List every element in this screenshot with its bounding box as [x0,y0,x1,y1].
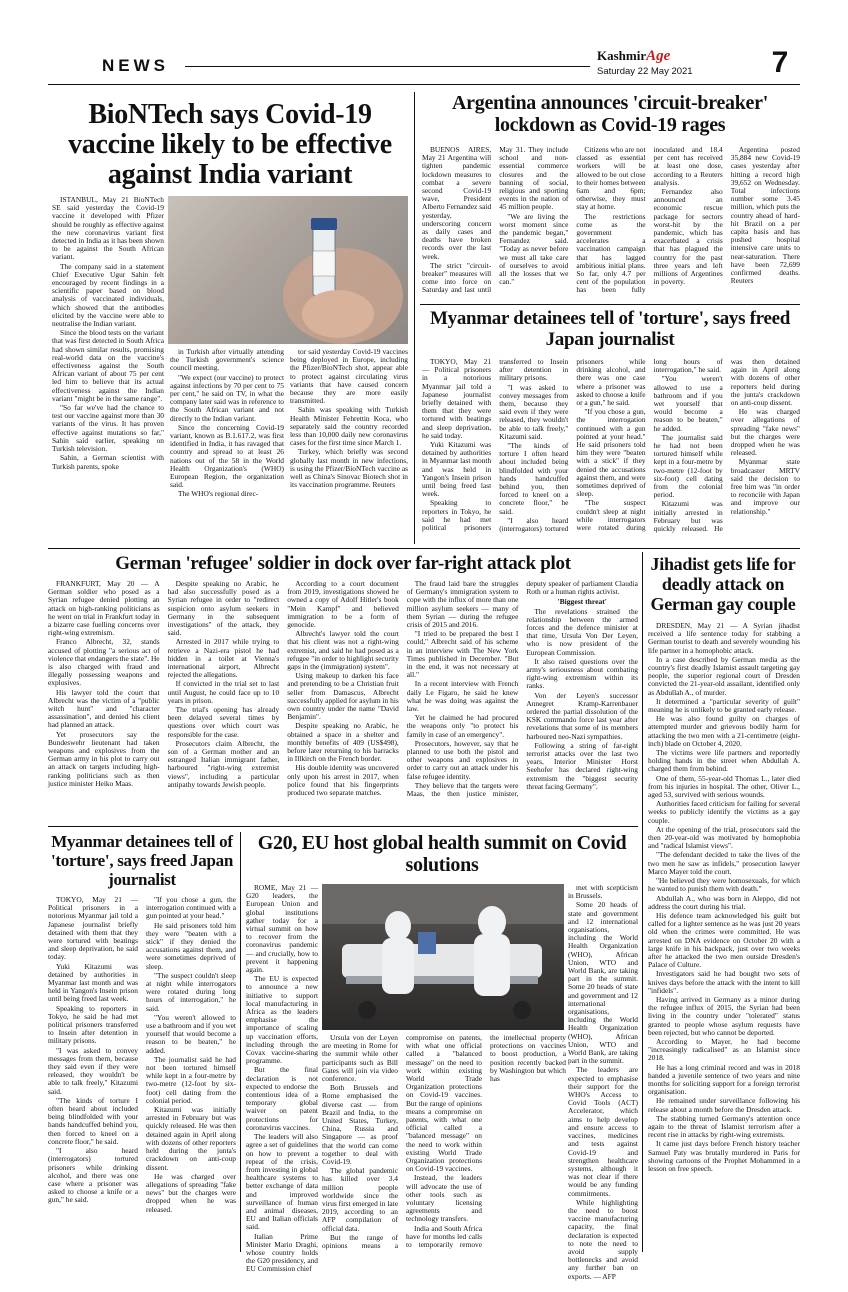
paragraph: His lawyer told the court that Albrecht was the victim of a "public witch hunt" and "character assassination", and denied his client had planned an attack. [48,687,160,730]
paragraph: in Turkish after virtually attending the Turkish government's science council meeting. [170,347,284,373]
paragraph: Following a string of far-right terrorist attacks over the last two years, Interior Minister Horst Seehofer has declared right-wing extremism the "biggest security threat facing Germany". [526,740,638,791]
paragraph: The victims were life partners and reportedly holding hands in the street when Abdullah A. charged them from behind. [648,748,800,774]
brand-logo-a: Kashmir [597,48,647,63]
paragraph: The restrictions come as the government accelerates a vaccination campaign that has lagged ambitious initial plans. So far, only 4.7 per cent of the population has been fully inoculated and 18.4 per cent has received at least one dose, according to a Reuters analysis. [576,145,723,295]
paragraph: The leaders are expected to emphasise their support for the WHO's Access to Covid Tools (ACT) Accelerator, which aims to help develop and ensure access to vaccines, medicines and tests against Covid-19 and strengthen healthcare systems, although it was not clear if there would be any funding commitments. [568,1065,638,1198]
paragraph: He was charged over allegations of spreading "fake news" but the charges were dropped when he was released. [146,1171,236,1214]
paragraph: In a case described by German media as the country's first deadly Islamist assault targeting gay people, the superior regional court of Dresden convicted the 21-year-old assailant, identified only as Abdullah A., of murder. [648,654,800,697]
paragraph: They believe that the targets were Maas, the then justice minister, deputy speaker of parliament Claudia Roth or a human rights activist. [406,579,638,799]
paragraph: "I also heard (interrogators) tortured prisoners while drinking alcohol, and there was one case where a prisoner was asked to choose a knife or a gun," he said. [48,1146,138,1205]
biontech-headline: BioNTech says Covid-19 vaccine likely to be effective against India variant [68,99,392,190]
horizontal-divider [48,548,800,549]
paragraph: Fernandez also announced an economic rescue package for sectors worst-hit by the pandemic, which has exacerbated a crisis that has plagued the country for the past three years and left millions of Argentines in poverty. [653,187,723,287]
paragraph: "So far we've had the chance to test our vaccine against more than 30 variants of the virus. It has proven effective against mutations so far," Sahin said earlier, speaking on Turkish television. [52,403,164,454]
biontech-col1 [52,196,164,549]
page-number: 7 [771,46,789,79]
paragraph: The trial's opening has already been delayed several times by questions over which court was responsible for the case. [167,705,280,739]
jihadist-headline: Jihadist gets life for deadly attack on German gay couple [650,554,796,614]
horizontal-divider [48,826,638,827]
paragraph: "We are living the worst moment since the pandemic began," Fernandez said. "Today as never before we must all take care of ourselves to avoid all the losses that we can." [499,211,569,287]
health-workers-photo [322,884,564,1030]
paragraph: Franco Albrecht, 32, stands accused of plotting "a serious act of violence that endangers the state". He is also charged with fraud and illegally possessing weapons and explosives. [48,637,160,688]
paragraph: Arrested in 2017 while trying to retrieve a Nazi-era pistol he had hidden in a toilet at Vienna's international airport, Albrecht rejected the allegations. [167,637,280,680]
myanmar-top-headline: Myanmar detainees tell of 'torture', says freed Japan journalist [429,308,791,350]
paragraph: Abdullah A., who was born in Aleppo, did not address the court during his trial. [648,893,800,911]
vaccine-vial-photo [168,196,408,344]
paragraph: The fraud laid bare the struggles of Germany's immigration system to cope with the influx of more than one million asylum seekers — many of them Syrian — during the refugee crisis of 2015 and 2016. [406,579,519,630]
paragraph: "The suspect couldn't sleep at night while interrogators were rotated during long hours of interrogation," he said. [146,970,236,1013]
paragraph: Speaking to reporters in Tokyo, he said he had met political prisoners transferred to Insein after detention in military prisons. [422,357,569,533]
paragraph: His defence team acknowledged his guilt but called for a lighter sentence as he was just 20 years old when the crimes were committed. He was arrested on DNA evidence on October 20 with a large knife in his backpack, just over two weeks after he attacked the two men outside Dresden's Palace of Culture. [648,910,800,970]
paragraph: The WHO's regional direc- [178,489,259,499]
paragraph: It also raised questions over the army's seriousness about combating right-wing extremism within its ranks. [526,656,638,691]
paragraph: "You weren't allowed to use a bathroom and if you wet yourself that would become a reason to be beaten," he added. [146,1012,236,1055]
subheading: 'Biggest threat' [557,597,607,607]
paragraph: Having arrived in Germany as a minor during the refugee influx of 2015, the Syrian had been living in the country under "tolerated" status granted to people whose asylum requests have been rejected, but who cannot be deported. [648,994,800,1037]
paragraph: Kitazumi was initially arrested in February but was quickly released. He was then detained again in April along with dozens of other reporters held during the junta's crackdown on anti-coup dissent. [653,357,800,534]
paragraph: "The suspect couldn't sleep at night while interrogators were rotated during long hours of interrogation," he said. [576,357,723,533]
myanmar-top-body [422,358,800,544]
paragraph: One of them, 55-year-old Thomas L., later died from his injuries in hospital. The other, Oliver L., aged 53, survived with serious wounds. [648,773,800,800]
german-refugee-headline: German 'refugee' soldier in dock over far-right attack plot [115,553,571,574]
paragraph: Argentina posted 35,884 new Covid-19 cases yesterday after hitting a record high 39,652 on Wednesday. Total infections number some 3.45 million, which puts the country ahead of hard-hit Brazil on a per capita basis and has pushed hospital intensive care units to near-saturation. There have been 72,699 confirmed deaths. Reuters [730,145,800,286]
vertical-divider [642,552,643,1252]
paragraph: Albrecht's lawyer told the court that his client was not a right-wing extremist, and said he had posed as a refugee "in order to highlight security gaps in the (immigration) system". [287,629,399,672]
g20-col-mid [322,1033,566,1252]
paragraph: Using makeup to darken his face and pretending to be a Christian fruit seller from Damascus, Albrecht successfully applied for asylum in his own country under the name "David Benjamin". [287,671,399,722]
paragraph: "You weren't allowed to use a bathroom and if you wet yourself that would become a reason to be beaten," he added. [653,374,723,433]
paragraph: Investigators said he had bought two sets of knives days before the attack with the intent to kill "infidels". [648,969,800,995]
paragraph: The revelations strained the relationship between the armed forces and the defence minister at that time, Ursula Von Der Leyen, who is now president of the European Commission. [526,606,638,657]
biontech-col3 [290,348,408,548]
paragraph: Despite speaking no Arabic, he obtained a space in a shelter and monthly benefits of 409 (US$498), before later returning to his barracks in Illkirch on the French border. [287,721,399,764]
paragraph: Yet prosecutors say the Bundeswehr lieutenant had taken weapons and explosives from the German army in his plot to carry out an attack on targets including high-ranking politicians such as then justice minister Heiko Maas. [48,729,160,788]
paragraph: TOKYO, May 21 — Political prisoners in a notorious Myanmar jail told a Japanese journalist briefly detained with them that they were tortured with beatings and sleep deprivation, he said today. [422,357,492,440]
g20-col-right [568,883,638,1281]
paragraph: Sahin, a German scientist with Turkish parents, spoke [52,453,164,471]
paragraph: "I tried to be prepared the best I could," Albrecht said of his scheme in an interview with The New York Times published in December. "But in the end, it was not necessary at all." [406,629,519,680]
divider [420,304,800,305]
brand-logo-b: Age [646,48,671,64]
paragraph: TOKYO, May 21 — Political prisoners in a notorious Myanmar jail told a Japanese journalist briefly detained with them that they were tortured with beatings and sleep deprivation, he said today. [48,895,138,962]
paragraph: But the final declaration is not expected to endorse the contentious idea of a temporary global waiver on patent protections for coronavirus vaccines. [246,1065,318,1132]
masthead-rule [185,66,590,67]
german-refugee-body [48,580,638,822]
paragraph: "If you chose a gun, the interrogation continued with a gun pointed at your head." [146,895,236,921]
paragraph: He was charged over allegations of spreading "fake news" but the charges were dropped when he was released. [730,407,800,458]
paragraph: It determined a "particular severity of guilt" meaning he is unlikely to be granted early release. [648,696,800,715]
argentina-headline: Argentina announces 'circuit-breaker' lockdown as Covid-19 rages [452,92,768,136]
paragraph: "If you chose a gun, the interrogation continued with a gun pointed at your head." He said prisoners told him they were "beaten with a stick" if they denied the accusations against them, and were sometimes deprived of sleep. [576,407,646,499]
paragraph: Prosecutors claim Albrecht, the son of a German mother and an estranged Italian immigrant father, harboured "right-wing extremist views", including a particular antipathy towards Jewish people. [167,738,280,789]
argentina-body [422,146,800,302]
paragraph: The journalist said he had not been tortured himself while kept in a four-metre by two-metre (12-foot by six-foot) cell dating from the colonial period. [146,1054,236,1105]
paragraph: Citizens who are not classed as essential workers will be allowed to be out close to their homes between 6am and 6pm; otherwise, they must stay at home. [576,145,646,212]
paragraph: Speaking to reporters in Tokyo, he said he had met political prisoners transferred to Insein after detention in military prisons. [48,1003,138,1046]
paragraph: Yuki Kitazumi was detained by authorities in Myanmar last month and was held in Yangon's Insein prison until being freed last week. [422,440,492,499]
paragraph: "He believed they were homosexuals, for which he wanted to punish them with death." [648,876,800,894]
paragraph: "I was asked to convey messages from them, because they said even if they were released, they wouldn't be able to talk freely," Kitazumi said. [499,382,569,441]
paragraph: ROME, May 21 — G20 leaders, the European Union and global institutions gather today for a virtual summit on how to recover from the coronavirus pandemic — and crucially, how to prevent it happening again. [246,883,318,975]
paragraph: Despite speaking no Arabic, he had also successfully posed as a Syrian refugee in order to "redirect suspicion onto asylum seekers in Germany in the subsequent investigations" of the attack, they said. [167,579,280,638]
paragraph: But the range of opinions means a compromise on patents, with what one official called a "balanced message" on the need to work within existing World Trade Organization protections on Covid-19 vaccines. But the range of opinions means a compromise on patents, with what one official called a "balanced message" on the need to work within existing World Trade Organization protections on Covid-19 vaccines. [322,1033,482,1251]
paragraph: Italian Prime Minister Mario Draghi, whose country holds the G20 presidency, and EU Commission chief [246,1231,318,1274]
paragraph: Some 20 heads of state and government and 12 international organisations, including the World Health Organization (WHO), African Union, WTO and World Bank, are taking part in the summit. Some 20 heads of state and government and 12 international organisations, including the World Health Organization (WHO), African Union, WTO and World Bank, are taking part in the summit. [568,900,638,1066]
paragraph: In a recent interview with French daily Le Figaro, he said he knew what he was doing was against the law. [406,679,519,714]
paragraph: Myanmar state broadcaster MRTV said the decision to free him was "in order to reconcile with Japan and improve our relationship." [730,457,800,516]
paragraph: Ursula von der Leyen are meeting in Rome for the summit while other participants such as Bill Gates will join via video conference. [322,1033,398,1084]
paragraph: "The defendant decided to take the lives of the two men he saw as infidels," prosecution lawyer Marco Mayer told the court. [648,850,800,876]
issue-date: Saturday 22 May 2021 [597,66,693,77]
paragraph: met with scepticism in Brussels. [568,883,638,901]
paragraph: Turkey, which briefly was second globally last month in new infections, is using the Pfizer/BioNTech vaccine as well as China's Sinovac Biotech shot in its vaccination programme. Reuters [290,447,408,490]
paragraph: While highlighting the need to boost vaccine manufacturing capacity, the final declaration is expected to note the need to avoid supply bottlenecks and avoid any further ban on exports. — AFP [568,1197,638,1281]
paragraph: tor said yesterday Covid-19 vaccines being deployed in Europe, including the Pfizer/BioNTech shot, appear able to protect against circulating virus variants that have caused concern because they are more easily transmitted. [290,347,408,406]
vertical-divider [414,92,415,544]
paragraph: Von der Leyen's successor Annegret Kramp-Karrenbauer ordered the partial dissolution of the KSK commando force last year after revelations that some of its members harboured neo-Nazi sympathies. [526,690,638,741]
paragraph: According to a court document from 2019, investigations showed he owned a copy of Adolf Hitler's book "Mein Kampf" and believed immigration to be a form of genocide. [287,579,399,630]
paragraph: The journalist said he had not been tortured himself while kept in a four-metre by two-metre (12-foot by six-foot) cell dating from the colonial period. [653,432,723,500]
myanmar-bottom-body [48,896,236,1252]
paragraph: Yuki Kitazumi was detained by authorities in Myanmar last month and was held in Yangon's Insein prison until being freed last week. [48,961,138,1004]
paragraph: It came just days before French history teacher Samuel Paty was brutally murdered in Paris for showing cartoons of the Prophet Mohammed in a lesson on free speech. [648,1139,800,1173]
paragraph: The company said in a statement Chief Executive Ugur Sahin felt encouraged by recent findings in a scientific paper based on blood analysis of vaccinated individuals, which showed that the antibodies elicited by the vaccine were able to neutralise the Indian variant. [52,261,164,329]
biontech-col2 [170,348,284,548]
jihadist-body [648,622,800,1250]
brand-logo [597,48,707,66]
paragraph: DRESDEN, May 21 — A Syrian jihadist received a life sentence today for stabbing a German tourist to death and severely wounding his life partner in a homophobic attack. [648,621,800,655]
paragraph: His double identity was uncovered only upon his arrest in 2017, when police found that his fingerprints produced two separate matches. [287,763,399,798]
paragraph: The EU is expected to announce a new initiative to support local manufacturing in Africa as the leaders emphasise the importance of scaling up vaccination efforts, including through the Covax vaccine-sharing programme. [246,974,318,1066]
paragraph: The global pandemic has killed over 3.4 million people worldwide since the virus first emerged in late 2019, according to an AFP compilation of official data. [322,1166,398,1233]
g20-headline: G20, EU host global health summit on Covid solutions [257,832,627,876]
paragraph: Authorities faced criticism for failing for several weeks to publicly identify the victims as a gay couple. [648,799,800,825]
g20-col-left [246,883,318,1274]
paragraph: "I was asked to convey messages from them, because they said even if they were released, they wouldn't be able to talk freely," Kitazumi said. [48,1045,138,1096]
paragraph: The stabbing turned Germany's attention once again to the threat of Islamist terrorism after a recent rise in attacks by right-wing extremists. [648,1113,800,1140]
paragraph: Prosecutors, however, say that he planned to use both the pistol and other weapons and explosives in order to carry out an attack under his false refugee identity. [406,738,519,781]
paragraph: Both Brussels and Rome emphasised the diverse cast — from Brazil and India, to the United States, Turkey, China, Russia and Singapore — as proof that the world can come together to deal with Covid-19. [322,1083,398,1167]
vertical-divider [240,832,241,1252]
paragraph: Since the blood tests on the variant that was first detected in South Africa had shown similar results, promising real-world data on the vaccine's effectiveness against the South African variant of about 75 per cent led him to believe that its actual effectiveness against the Indian variant "might be in the same range". [52,328,164,403]
paragraph: Kitazumi was initially arrested in February but was quickly released. He was then detained again in April along with dozens of other reporters held during the junta's crackdown on anti-coup dissent. [146,1105,236,1172]
paragraph: He remained under surveillance following his release about a month before the Dresden attack. [648,1096,800,1114]
paragraph: According to Mayer, he had become "increasingly radicalised" as an Islamist since 2018. [648,1036,800,1063]
paragraph: If convicted in the trial set to last until August, he could face up to 10 years in prison. [167,679,280,705]
paragraph: BUENOS AIRES, May 21 Argentina will tighten pandemic lockdown measures to combat a severe second Covid-19 wave, President Alberto Fernandez said yesterday, underscoring concern as daily cases and deaths have broken records over the last week. [422,145,492,261]
paragraph: Instead, the leaders will advocate the use of other tools such as voluntary licensing agreements and technology transfers. [406,1173,482,1224]
paragraph: At the opening of the trial, prosecutors said the then 20-year-old was motivated by homophobia and "radical Islamist views". [648,824,800,851]
paragraph: The leaders will also agree a set of guidelines on how to prevent a repeat of the crisis, from investing in global healthcare systems to better exchange of data and improved surveillance of human and animal diseases, EU and Italian officials said. [246,1132,318,1232]
paragraph: FRANKFURT, May 20 — A German soldier who posed as a Syrian refugee denied plotting an attack on high-ranking politicians as he went on trial in Frankfurt today in a bizarre case fuelling concerns over right-wing extremism. [48,579,160,638]
paragraph: "I also heard (interrogators) tortured prisoners while drinking alcohol, and there was one case where a prisoner was asked to choose a knife or a gun," he said. [499,357,646,534]
paragraph: ISTANBUL, May 21 BioNTech SE said yesterday the Covid-19 vaccine it developed with Pfizer should be roughly as effective against the new coronavirus variant first detected in India as it has been shown to be against the South African variant. [52,195,164,262]
paragraph: He has a long criminal record and was in 2018 handed a juvenile sentence of two years and nine months for soliciting support for a foreign terrorist organisation. [648,1062,800,1097]
paragraph: Sahin was speaking with Turkish Health Minister Fehrettin Koca, who separately said the country recorded less than 10,000 daily new coronavirus cases for the first time since March 1. [290,405,408,448]
paragraph: India and South Africa have for months led calls to temporarily remove the intellectual property protections on vaccines to boost production, a position recently backed by Washington but which has [406,1033,566,1250]
paragraph: The strict "circuit-breaker" measures will come into force on Saturday and last until May 31. They include school and non-essential commerce closures and the banning of social, religious and sporting events in the nation of 45 million people. [422,145,569,295]
masthead-bottom-rule [48,84,800,85]
paragraph: "The kinds of torture I often heard about included being blindfolded with your hands handcuffed behind you, then forced to kneel on a concrete floor," he said. [48,1095,138,1146]
section-label: NEWS [102,56,169,75]
paragraph: Yet he claimed he had procured the weapons only "to protect his family in case of an emergency". [406,713,519,739]
myanmar-bottom-headline: Myanmar detainees tell of 'torture', says freed Japan journalist [50,832,234,889]
paragraph: Since the concerning Covid-19 variant, known as B.1.617.2, was first identified in India, it has ravaged that country and spread to at least 26 nations out of the 58 in the World Health Organization's (WHO) European Region, the organization said. [170,422,284,490]
paragraph: "We expect (our vaccine) to protect against infections by 70 per cent to 75 per cent," he said on TV, in what the company later said was in reference to the South African variant and not directly to the Indian variant. [170,372,284,423]
paragraph: He was also found guilty on charges of attempted murder and grievous bodily harm for attacking the two men with a 21-centimetre (eight-inch) blade on October 4, 2020. [648,714,800,748]
paragraph: He said prisoners told him they were "beaten with a stick" if they denied the accusations against them, and were sometimes deprived of sleep. [146,920,236,971]
paragraph: "The kinds of torture I often heard about included being blindfolded with your hands handcuffed behind you, then forced to kneel on a concrete floor," he said. [499,441,569,516]
